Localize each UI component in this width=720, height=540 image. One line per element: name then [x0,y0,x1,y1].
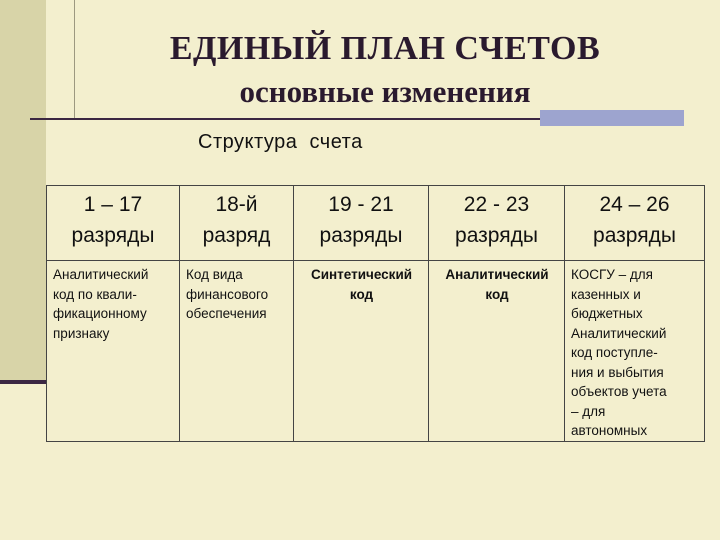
header-range: 24 – 26 [599,193,670,216]
header-range: 1 – 17 [83,193,143,216]
header-unit: разряд [202,224,271,247]
cell-line: бюджетных [571,306,643,321]
header-unit: разряды [455,224,538,247]
cell-line: финансового [186,286,269,302]
account-structure-table [46,185,705,442]
header-range: 22 - 23 [463,193,530,216]
cell-line: автономных [571,423,648,438]
cell-line: код поступле- [571,345,658,360]
vertical-decor-line [74,0,75,118]
slide-subtitle: основные изменения [239,74,531,109]
slide-title: ЕДИНЫЙ ПЛАН СЧЕТОВ [169,30,601,67]
cell-line: Код вида [186,267,243,282]
header-range: 19 - 21 [328,193,394,216]
cell-line: казенных и [571,286,641,302]
header-cell-digits-24-26 [565,186,705,261]
cell-financing-type-code [180,261,294,442]
header-unit: разряды [71,224,155,247]
header-range: 18-й [215,193,258,216]
cell-line: объектов учета [571,384,667,399]
cell-line: фикационному [53,306,147,321]
header-cell-digits-1-17 [47,186,180,261]
header-cell-digits-19-21 [294,186,429,261]
cell-line: признаку [53,325,110,341]
cell-synthetic-code [294,261,429,442]
cell-line: код [349,286,374,302]
table-header-row [47,186,705,261]
left-decor-rule [0,380,46,384]
cell-line: – для [571,403,606,419]
cell-line: КОСГУ – для [571,267,653,282]
accent-block [540,110,684,126]
header-unit: разряды [593,224,676,247]
cell-line: ния и выбытия [571,364,664,380]
cell-line: Синтетический [310,267,413,282]
header-unit: разряды [319,224,403,247]
cell-kosgu-code [565,261,705,442]
header-cell-digit-18 [180,186,294,261]
cell-analytical-code [429,261,565,442]
cell-line: код по квали- [53,286,137,302]
header-cell-digits-22-23 [429,186,565,261]
cell-line: Аналитический [445,267,549,282]
cell-line: обеспечения [186,306,267,321]
cell-line: Аналитический [571,325,667,341]
table-caption: Структура счета [198,131,363,153]
cell-classification-code [47,261,180,442]
cell-line: Аналитический [53,267,149,282]
cell-line: код [485,286,509,302]
table-body-row [47,261,705,442]
left-decor-bar [0,0,46,383]
